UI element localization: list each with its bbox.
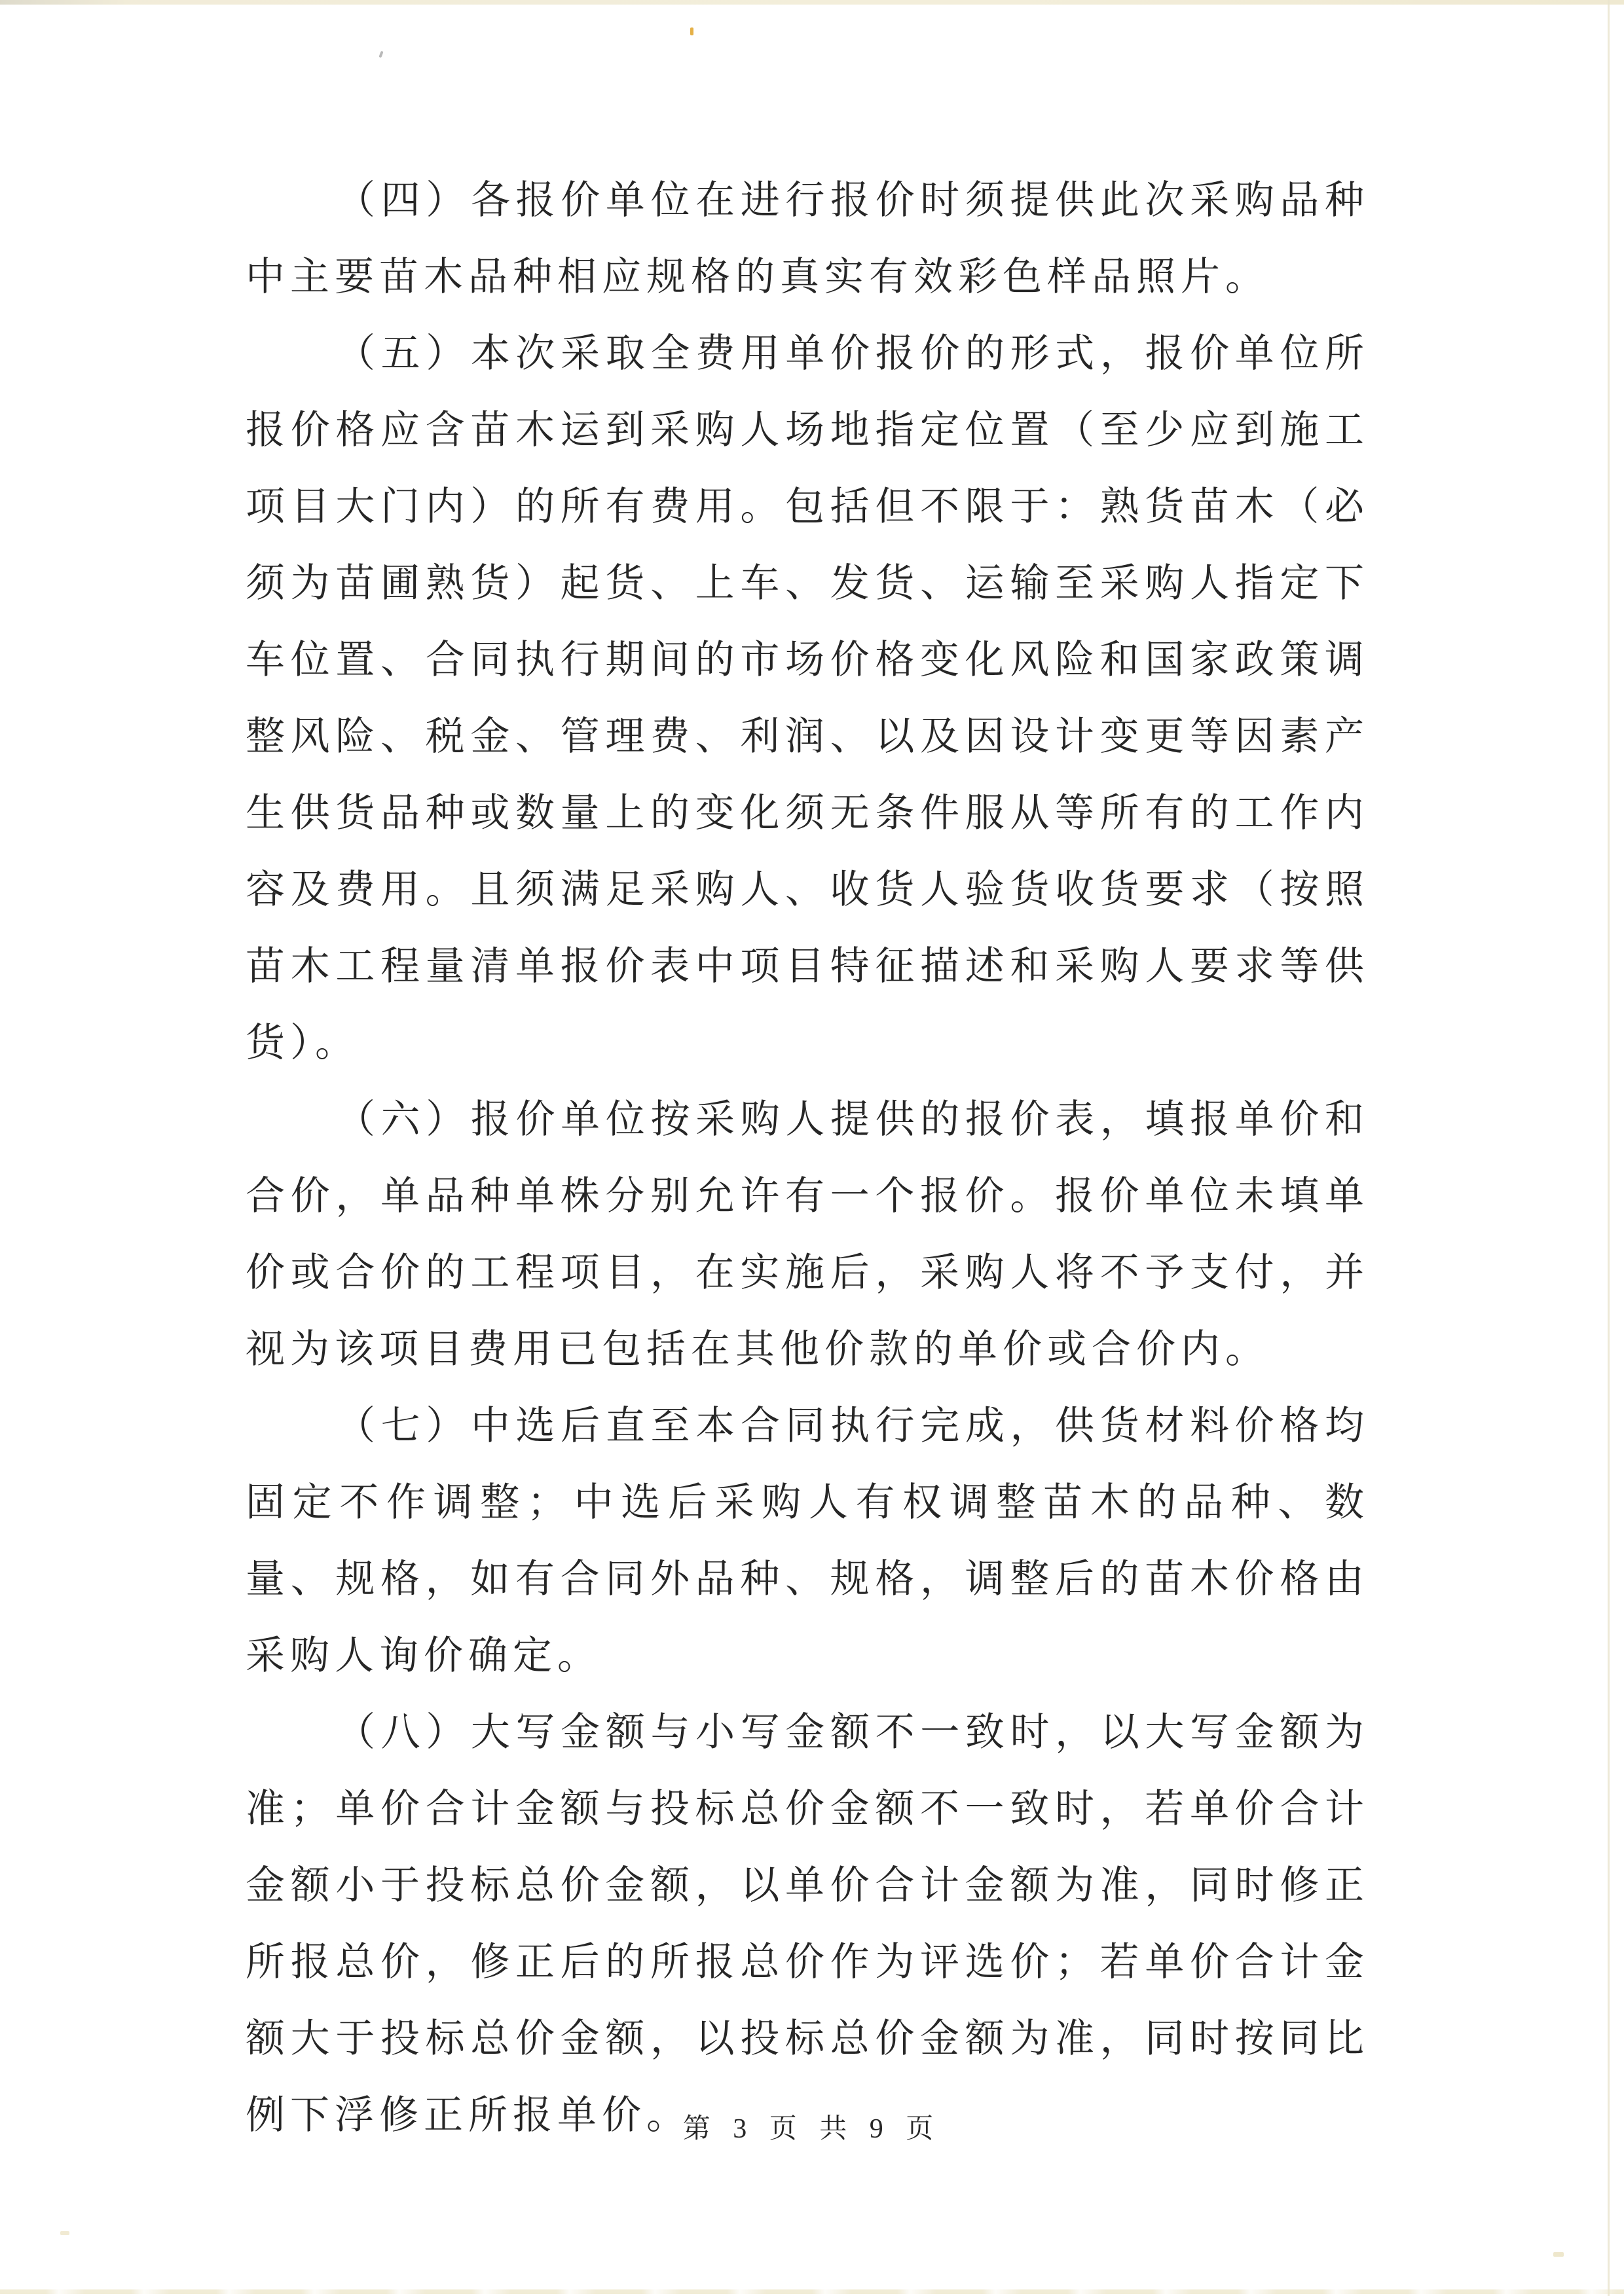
page-number-footer: 第 3 页 共 9 页 [682,2114,942,2144]
paragraph-item-7: （七）中选后直至本合同执行完成，供货材料价格均固定不作调整；中选后采购人有权调整苗木的品种、数量、规格，如有合同外品种、规格，调整后的苗木价格由采购人询价确定。 [246,1404,1369,1677]
paragraph-item-4: （四）各报价单位在进行报价时须提供此次采购品种中主要苗木品种相应规格的真实有效彩色样品照片。 [246,179,1369,299]
scan-artifact-speck [60,2231,69,2235]
scan-artifact-bottom-edge [0,2289,1624,2294]
paragraph-item-8: （八）大写金额与小写金额不一致时，以大写金额为准；单价合计金额与投标总价金额不一致时，若单价合计金额小于投标总价金额，以单价合计金额为准，同时修正所报总价，修正后的所报总价作为评选价；若单价合计金额大于投标总价金额，以投标总价金额为准，同时按同比例下浮修正所报单价。 [246,1711,1369,2137]
document-body [246,162,1369,2154]
scan-artifact-speck [1553,2252,1564,2257]
scan-artifact-speck [378,51,383,58]
scan-artifact-right-edge [1608,0,1610,2296]
scan-artifact-top-edge [0,0,1624,5]
paragraph-item-6: （六）报价单位按采购人提供的报价表，填报单价和合价，单品种单株分别允许有一个报价。报价单位未填单价或合价的工程项目，在实施后，采购人将不予支付，并视为该项目费用已包括在其他价款的单价或合价内。 [246,1098,1369,1371]
scan-artifact-speck [690,27,693,35]
paragraph-item-5: （五）本次采取全费用单价报价的形式，报价单位所报价格应含苗木运到采购人场地指定位置（至少应到施工项目大门内）的所有费用。包括但不限于：熟货苗木（必须为苗圃熟货）起货、上车、发货、运输至采购人指定下车位置、合同执行期间的市场价格变化风险和国家政策调整风险、税金、管理费、利润、以及因设计变更等因素产生供货品种或数量上的变化须无条件服从等所有的工作内容及费用。且须满足采购人、收货人验货收货要求（按照苗木工程量清单报价表中项目特征描述和采购人要求等供货）。 [246,332,1369,1065]
